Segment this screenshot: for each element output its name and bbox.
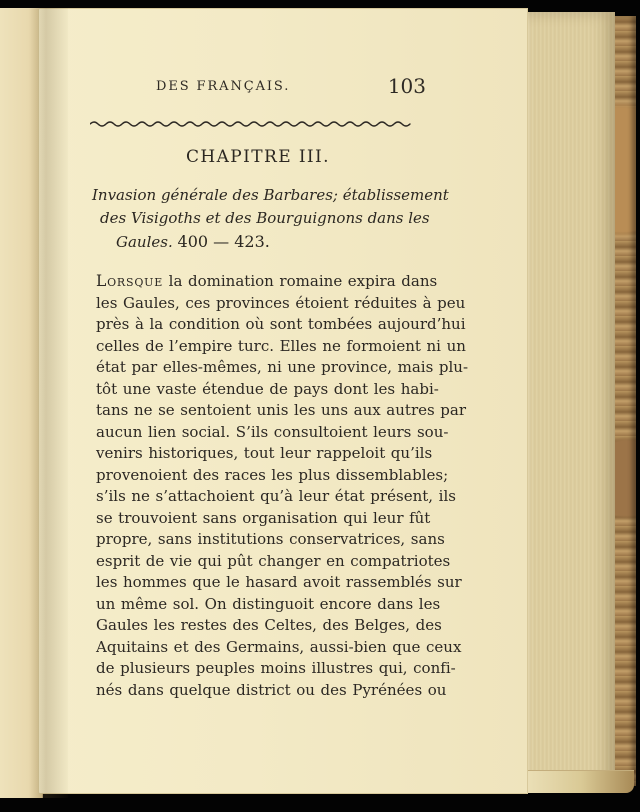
page-stack-edge bbox=[522, 12, 615, 792]
body-line: Gaules les restes des Celtes, des Belges, des bbox=[96, 616, 442, 634]
page-header bbox=[156, 70, 426, 100]
page-number: 103 bbox=[387, 74, 426, 98]
body-line: de plusieurs peuples moins illustres qui, confi- bbox=[96, 659, 456, 677]
body-line: un même sol. On distinguoit encore dans les bbox=[96, 594, 441, 613]
first-line-text: la domination romaine expira dans bbox=[163, 272, 438, 290]
page-stack-bottom bbox=[510, 770, 634, 793]
body-line: provenoient des races les plus dissemblables; bbox=[96, 465, 449, 484]
body-line: tôt une vaste étendue de pays dont les habi- bbox=[96, 379, 439, 398]
body-line: Aquitains et des Germains, aussi-bien que ceux bbox=[96, 637, 462, 656]
body-line: près à la condition où sont tombées aujourd’hui bbox=[96, 315, 466, 333]
body-line: les Gaules, ces provinces étoient réduites à peu bbox=[96, 293, 466, 312]
body-line: état par elles-mêmes, ni une province, mais plu- bbox=[96, 358, 469, 376]
body-line: s’ils ne s’attachoient qu’à leur état présent, ils bbox=[96, 487, 456, 505]
body-line: les hommes que le hasard avoit rassemblés sur bbox=[96, 573, 462, 591]
body-line: esprit de vie qui pût changer en compatriotes bbox=[96, 551, 451, 570]
body-line: se trouvoient sans organisation qui leur fût bbox=[96, 508, 431, 527]
summary-line bbox=[92, 230, 420, 254]
summary-line: des Visigoths et des Bourguignons dans les bbox=[100, 209, 430, 227]
body-line: nés dans quelque district ou des Pyrénées ou bbox=[96, 680, 447, 699]
body-line: tans ne se sentoient unis les uns aux autres par bbox=[96, 401, 467, 419]
summary-years: 400 — 423. bbox=[177, 232, 270, 251]
body-line: venirs historiques, tout leur rappeloit qu’ils bbox=[96, 444, 433, 462]
body-line: celles de l’empire turc. Elles ne formoient ni un bbox=[96, 336, 466, 355]
summary-place: Gaules. bbox=[116, 233, 173, 251]
body-line: propre, sans institutions conservatrices, sans bbox=[96, 530, 445, 548]
chapter-summary bbox=[92, 184, 449, 254]
body-line bbox=[96, 271, 438, 293]
book-gutter-shadow bbox=[28, 8, 68, 798]
chapter-body-text bbox=[96, 271, 469, 701]
summary-line: Invasion générale des Barbares; établissement bbox=[92, 186, 449, 204]
decorative-rule bbox=[90, 120, 412, 128]
opening-word: Lorsque bbox=[96, 272, 164, 290]
running-title: DES FRANÇAIS. bbox=[156, 79, 291, 94]
chapter-title: CHAPITRE III. bbox=[186, 147, 330, 167]
body-line: aucun lien social. S’ils consultoient leurs sou- bbox=[96, 422, 449, 441]
